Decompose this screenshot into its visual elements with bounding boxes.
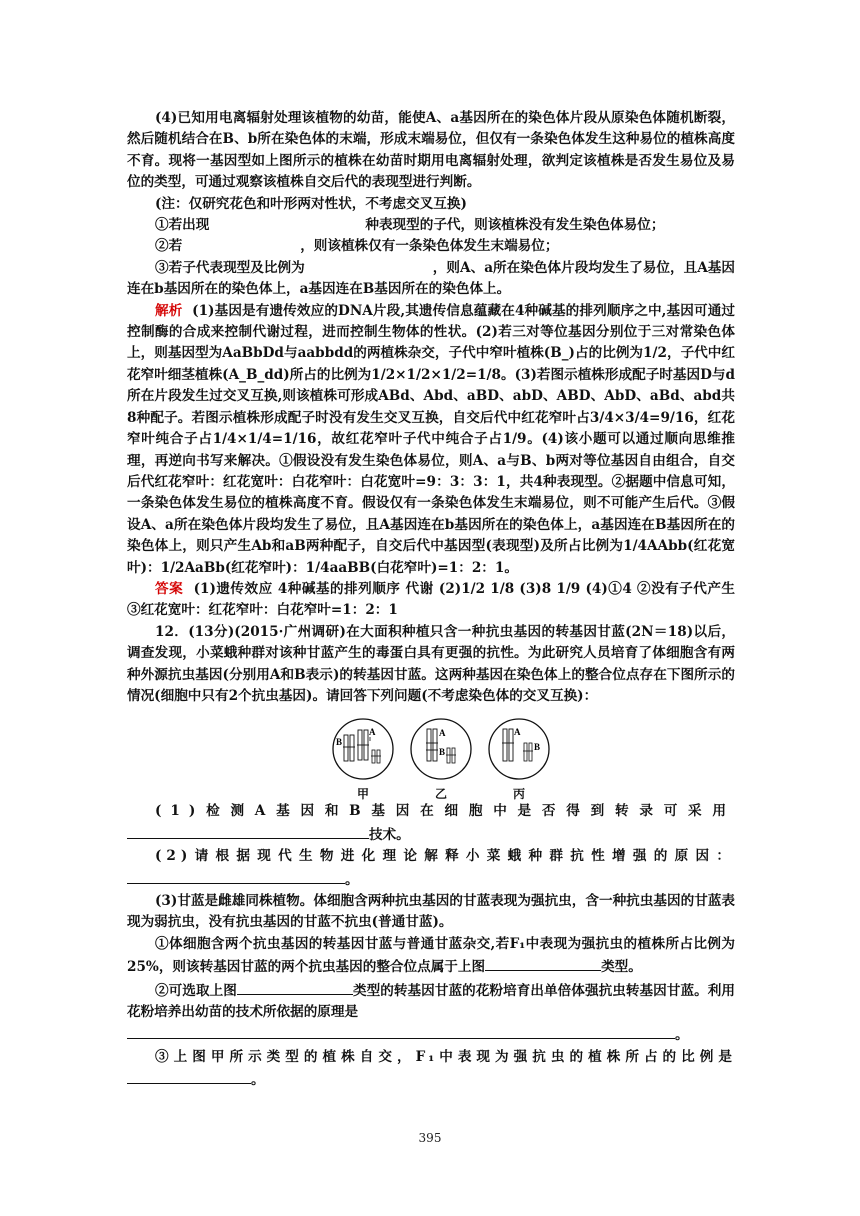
page-number: 395 [418,1131,442,1145]
answer-blank [127,1023,675,1039]
gene-b-label: B [439,747,446,758]
q12-intro: 12．(13分)(2015·广州调研)在大面积种植只含一种抗虫基因的转基因甘蓝(2N＝18)以后，调查发现，小菜蛾种群对该种甘蓝产生的毒蛋白具有更强的抗性。为此研究人员培育了体细胞含有两种外源抗虫基因(分别用A和B表示)的转基因甘蓝。这两种基因在染色体上的整合位点存在下图所示的情况(细胞中只有2个抗虫基因)。请回答下列问题(不考虑染色体的交叉互换)： [127,623,735,704]
q12-sub3-3-cont: 。 [127,1068,735,1091]
figure-label-jia: 甲 [356,787,369,802]
q12-sub3: (3)甘蓝是雌雄同株植物。体细胞含两种抗虫基因的甘蓝表现为强抗虫，含一种抗虫基因的甘蓝表现为弱抗虫，没有抗虫基因的甘蓝不抗虫(普通甘蓝)。 [127,893,735,931]
cell-bing [484,717,554,801]
gene-b-label: B [534,742,541,753]
q12-sub3-1: ①体细胞含两个抗虫基因的转基因甘蓝与普通甘蓝杂交,若F₁中表现为强抗虫的植株所占比例为25%，则该转基因甘蓝的两个抗虫基因的整合位点属于上图 类型。 [127,935,735,976]
answer-blank [485,955,601,971]
q12-sub3-3: ③上图甲所示类型的植株自交，F₁中表现为强抗虫的植株所占的比例是 [155,1048,735,1065]
analysis-paragraph [127,301,735,579]
gene-a-label: A [439,728,446,739]
analysis-label: 解析 [155,302,183,319]
answer-text: (1)遗传效应 4种碱基的排列顺序 代谢 (2)1/2 1/8 (3)8 1/9 (4)①4 ②没有子代产生 ③红花宽叶：红花窄叶：白花窄叶=1：2：1 [127,580,736,619]
q12-sub1: (1)检测A基因和B基因在细胞中是否得到转录可采用 [155,803,735,820]
answer-blank [237,979,353,995]
answer-label: 答案 [155,580,184,597]
gene-a-label: A [514,727,521,738]
cell-jia [328,717,398,801]
answer-paragraph [127,579,735,622]
analysis-text: (1)基因是有遗传效应的DNA片段,其遗传信息蕴藏在4种碱基的排列顺序之中,基因可通过控制酶的合成来控制代谢过程，进而控制生物体的性状。(2)若三对等位基因分别位于三对常染色体上，则基因型为AaBbDd与aabbdd的两植株杂交，子代中窄叶植株(B_)占的比例为1/2，子代中红花窄叶细茎植株(A_B_dd)所占的比例为1/2×1/2×1/2=1/8。(3)若图示植株形成配子时基因D与d所在片段发生过交叉互换,则该植株可形成ABd、Abd、aBD、abD、ABD、AbD、aBd、abd共8种配子。若图示植株形成配子时没有发生交叉互换，自交后代中红花窄叶占3/4×3/4=9/16，红花窄叶纯合子占1/4×1/4=1/16，故红花窄叶子代中纯合子占1/9。(4)该小题可以通过顺向思维推理，再逆向书写来解决。①假设没有发生染色体易位，则A、a与B、b两对等位基因自由组合，自交后代红花窄叶：红花宽叶：白花窄叶：白花宽叶=9：3：3：1，共4种表现型。②据题中信息可知，一条染色体发生易位的植株高度不育。假设仅有一条染色体发生末端易位，则不可能产生后代。③假设A、a所在染色体片段均发生了易位，且A基因连在b基因所在的染色体上，a基因连在B基因所在的染色体上，则只产生Ab和aB两种配子，自交后代中基因型(表现型)及所占比例为1/4AAbb(红花宽叶)：1/2AaBb(红花窄叶)：1/4aaBB(白花窄叶)=1：2：1。 [127,302,735,576]
q4-option-2: ②若 ，则该植株仅有一条染色体发生末端易位； [155,238,559,255]
q12-sub1-cont: 技术。 [127,823,735,846]
q12-sub3-2: ②可选取上图 类型的转基因甘蓝的花粉培育出单倍体强抗虫转基因甘蓝。利用花粉培养出幼苗的技术所依据的原理是 [127,979,735,1024]
answer-blank [127,1068,251,1084]
document-body [127,108,735,1092]
q12-sub2: (2)请根据现代生物进化理论解释小菜蛾种群抗性增强的原因： [155,848,735,865]
q4-note: (注：仅研究花色和叶形两对性状，不考虑交叉互换) [155,195,467,212]
cell-bing-diagram [487,717,551,781]
figure-label-bing: 丙 [512,787,525,802]
cell-yi-diagram [409,717,473,781]
q12-sub2-cont: 。 [127,868,735,891]
cell-jia-diagram [331,717,395,781]
figure-label-yi: 乙 [434,787,447,802]
answer-blank [127,823,369,839]
q4-intro: (4)已知用电离辐射处理该植物的幼苗，能使A、a基因所在的染色体片段从原染色体随机断裂，然后随机结合在B、b所在染色体的末端，形成末端易位，但仅有一条染色体发生这种易位的植株高度不育。现将一基因型如上图所示的植株在幼苗时期用电离辐射处理，欲判定该植株是否发生易位及易位的类型，可通过观察该植株自交后代的表现型进行判断。 [127,110,735,191]
gene-b-label: B [336,737,343,748]
answer-blank [127,868,345,884]
gene-a-label: A [369,727,376,738]
chromosome-figure [127,717,735,801]
q12-sub3-2-cont: 。 [127,1023,735,1046]
cell-yi [406,717,476,801]
q4-option-1: ①若出现 种表现型的子代，则该植株没有发生染色体易位； [155,217,665,234]
q4-option-3: ③若子代表现型及比例为 ，则A、a所在染色体片段均发生了易位，且A基因连在b基因所在的染色体上，a基因连在B基因所在的染色体上。 [127,259,736,298]
